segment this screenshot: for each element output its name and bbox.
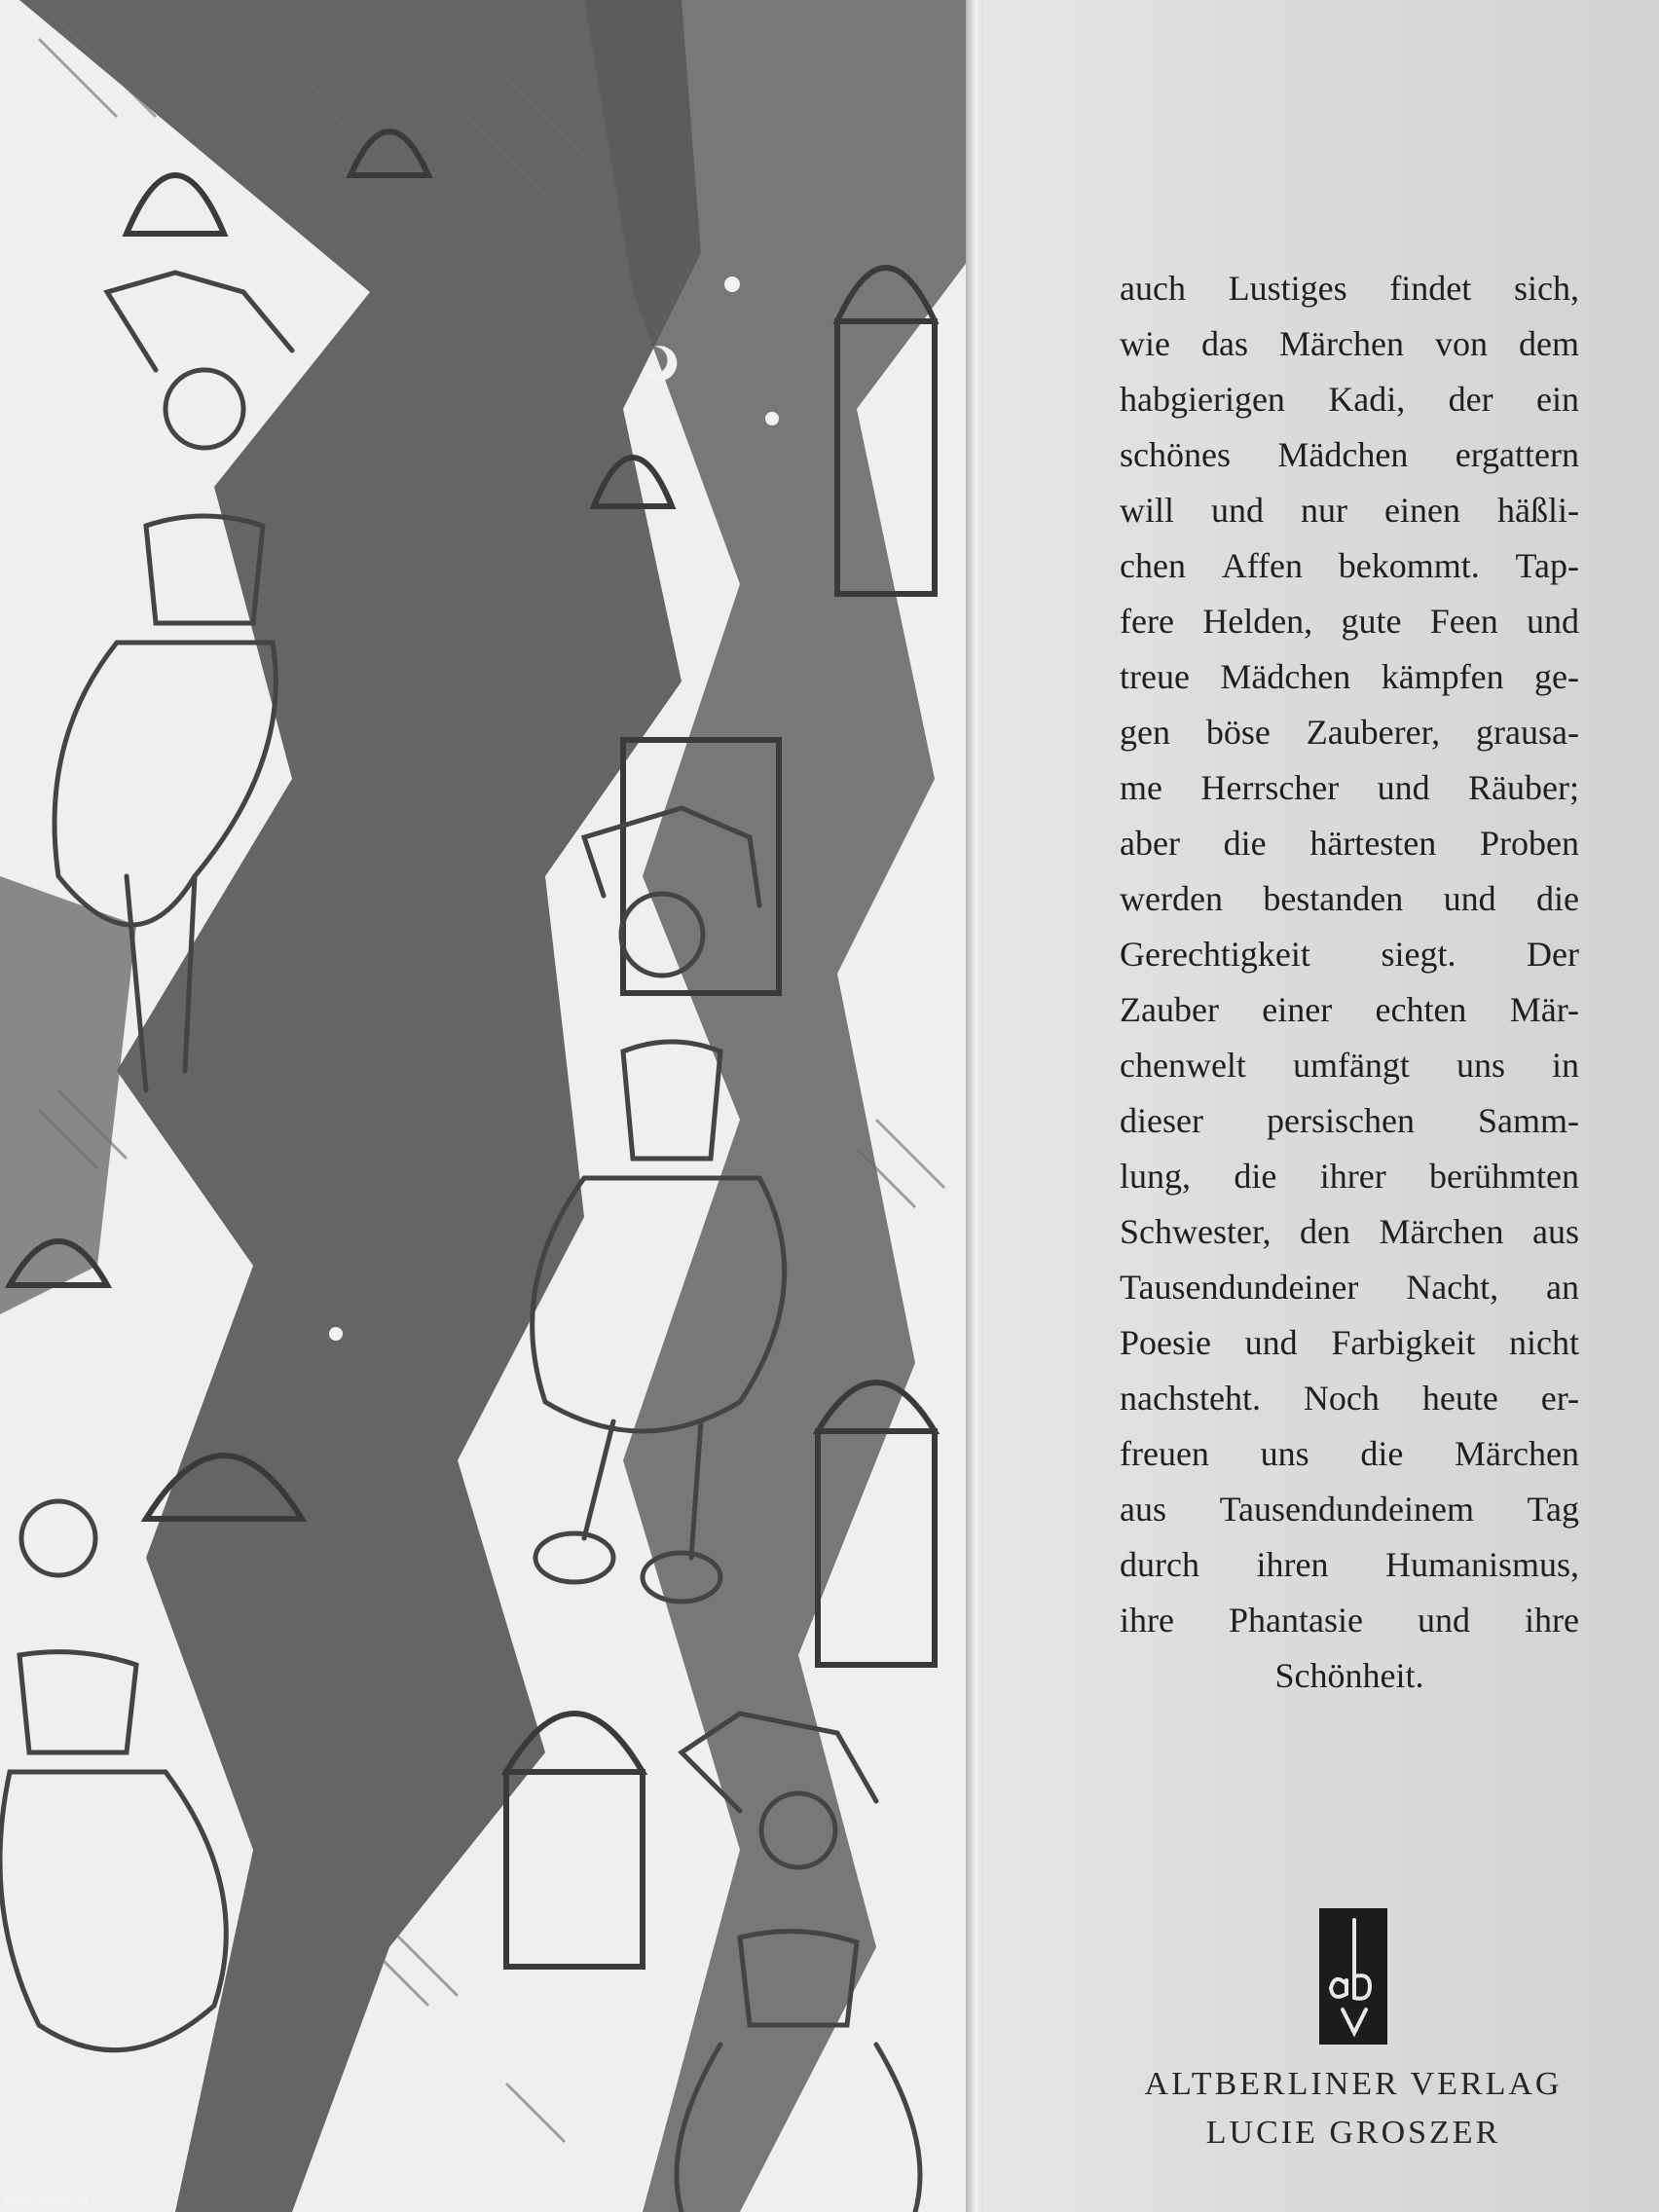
word: härtesten [1309,824,1437,863]
word: gen [1120,713,1170,752]
word: die [1234,1157,1277,1196]
word: Tap- [1515,546,1579,585]
word: umfängt [1292,1046,1410,1085]
text-line: Schönheit. [1274,1656,1424,1695]
text-line [1120,927,1579,982]
word: der [1448,380,1493,419]
word: den [1300,1212,1351,1251]
text-line [1120,1093,1579,1149]
abv-monogram-icon [1319,1908,1387,2045]
text-line [1120,1204,1579,1260]
text-line [1120,1260,1579,1315]
word: aus [1531,1212,1579,1251]
word: Tag [1527,1490,1579,1529]
word: Zauber [1120,990,1219,1029]
word: und [1417,1601,1470,1640]
word: Mädchen [1220,657,1351,696]
word: bestanden [1263,879,1404,918]
word: und [1527,602,1579,641]
text-line [1120,649,1579,705]
word: aber [1120,824,1180,863]
word: Schwester, [1120,1212,1272,1251]
text-line [1120,1038,1579,1093]
word: ein [1536,380,1579,419]
watermark-text: Antikvarium.hu [4,2193,88,2207]
word: ihre [1120,1601,1174,1640]
word: gute [1341,602,1402,641]
page-fold [966,0,983,2212]
text-line [1120,316,1579,372]
word: lung, [1120,1157,1192,1196]
word: die [1223,824,1267,863]
text-line [1120,1149,1579,1204]
word: ihrer [1319,1157,1386,1196]
word: einer [1262,990,1333,1029]
text-line [1120,1482,1579,1537]
word: Märchen [1379,1212,1504,1251]
text-line [1120,1537,1579,1593]
word: heute [1421,1379,1498,1418]
word: Märchen [1455,1434,1579,1473]
word: und [1443,879,1496,918]
word: me [1120,768,1162,807]
word: Räuber; [1468,768,1579,807]
publisher-name: ALTBERLINER VERLAG [1144,2066,1563,2102]
text-line [1120,483,1579,538]
text-line [1120,372,1579,427]
word: und [1211,491,1265,530]
word: Phantasie [1228,1601,1363,1640]
word: und [1377,768,1430,807]
word: Noch [1303,1379,1380,1418]
word: grausa- [1476,713,1579,752]
word: häßli- [1496,491,1579,530]
word: Kadi, [1328,380,1406,419]
word: nicht [1509,1323,1579,1362]
word: er- [1540,1379,1579,1418]
publisher-owner: LUCIE GROSZER [1205,2115,1501,2151]
word: einen [1384,491,1460,530]
word: böse [1205,713,1271,752]
publisher-logo [1319,1908,1387,2045]
text-line [1120,1593,1579,1648]
word: Mädchen [1277,435,1409,474]
word: Lustiges [1228,269,1347,308]
word: Tausendundeiner [1120,1268,1359,1307]
text-line [1120,705,1579,760]
word: Samm- [1477,1101,1579,1140]
word: dem [1518,324,1579,363]
word: freuen [1120,1434,1209,1473]
word: auch [1120,269,1186,308]
word: werden [1120,879,1223,918]
text-line [1120,1371,1579,1426]
word: sich, [1513,269,1579,308]
text-line [1120,982,1579,1038]
word: kämpfen [1381,657,1504,696]
word: uns [1260,1434,1309,1473]
text-line [1120,816,1579,871]
logo-text: abv [1319,1908,1321,1909]
text-line [1120,1426,1579,1482]
text-line [1120,594,1579,649]
word: die [1360,1434,1404,1473]
word: Helden, [1202,602,1313,641]
word: Proben [1479,824,1579,863]
word: nur [1301,491,1348,530]
text-line [1120,261,1579,316]
word: ihre [1525,1601,1579,1640]
word: von [1434,324,1488,363]
word: Herrscher [1200,768,1340,807]
word: findet [1389,269,1472,308]
word: in [1551,1046,1579,1085]
word: Poesie [1120,1323,1211,1362]
word: siegt. [1381,935,1456,974]
word: an [1546,1268,1579,1307]
word: nachsteht. [1120,1379,1261,1418]
word: habgierigen [1120,380,1285,419]
word: Märchen [1279,324,1404,363]
word: dieser [1120,1101,1203,1140]
word: Tausendundeinem [1219,1490,1474,1529]
word: Nacht, [1406,1268,1499,1307]
word: Mär- [1509,990,1579,1029]
word: fere [1120,602,1174,641]
word: und [1244,1323,1298,1362]
text-line [1120,427,1579,483]
text-line [1120,760,1579,816]
word: chenwelt [1120,1046,1246,1085]
word: Gerechtigkeit [1120,935,1310,974]
word: uns [1456,1046,1505,1085]
word: Farbigkeit [1331,1323,1476,1362]
word: Humanismus, [1384,1545,1579,1584]
word: das [1201,324,1248,363]
word: treue [1120,657,1190,696]
word: aus [1120,1490,1166,1529]
text-line [1120,1315,1579,1371]
word: bekommt. [1338,546,1480,585]
word: wie [1120,324,1170,363]
word: berühmten [1429,1157,1579,1196]
word: chen [1120,546,1186,585]
text-line [1120,538,1579,594]
word: ge- [1534,657,1579,696]
word: durch [1120,1545,1199,1584]
word: Feen [1429,602,1498,641]
word: ihren [1256,1545,1329,1584]
word: persischen [1267,1101,1415,1140]
word: ergattern [1455,435,1579,474]
body-text [1120,261,1579,1704]
word: echten [1375,990,1467,1029]
text-line [1120,871,1579,927]
word: Affen [1221,546,1304,585]
word: Der [1527,935,1579,974]
word: schönes [1120,435,1231,474]
word: die [1535,879,1579,918]
word: Zauberer, [1306,713,1441,752]
word: will [1120,491,1175,530]
